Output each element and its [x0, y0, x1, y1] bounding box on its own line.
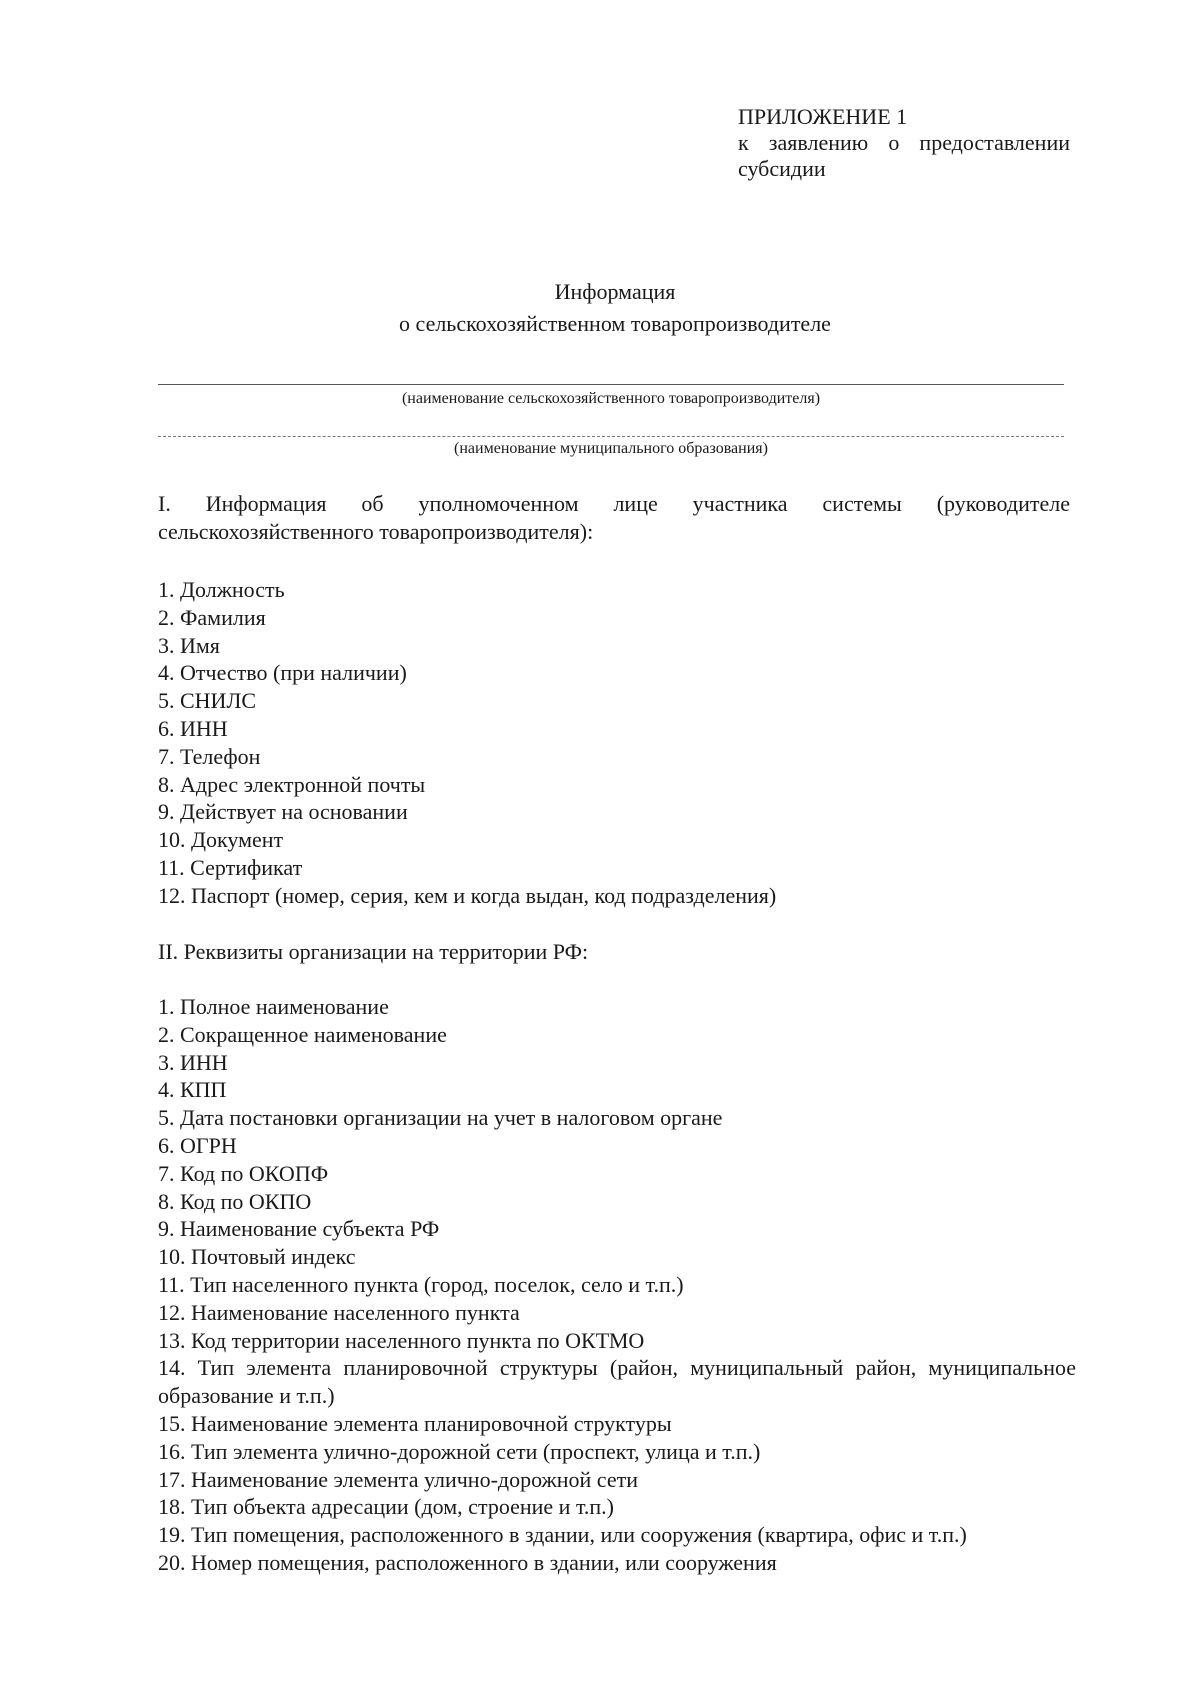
document-title [160, 276, 1070, 340]
list-item: 6. ИНН [158, 715, 228, 741]
appendix-number: ПРИЛОЖЕНИЕ 1 [738, 104, 908, 129]
list-item: 12. Наименование населенного пункта [158, 1299, 520, 1325]
producer-name-line [158, 384, 1064, 385]
title-line-1: Информация [554, 279, 676, 304]
list-item: 4. КПП [158, 1077, 227, 1103]
section-1-heading: I. Информация об уполномоченном лице участника системы (руководителе сельскохозяйственного товаропроизводителя): [158, 491, 1070, 544]
list-item: 13. Код территории населенного пункта по ОКТМО [158, 1327, 645, 1353]
municipality-name-line [158, 436, 1064, 437]
appendix-header [738, 104, 1078, 182]
list-item: 6. ОГРН [158, 1132, 237, 1158]
list-item: 3. Имя [158, 632, 220, 658]
list-item: 9. Наименование субъекта РФ [158, 1216, 440, 1242]
list-item: 7. Телефон [158, 743, 261, 769]
list-item: 5. СНИЛС [158, 688, 257, 714]
list-item: 2. Сокращенное наименование [158, 1021, 447, 1047]
list-item: 7. Код по ОКОПФ [158, 1160, 329, 1186]
list-item: 15. Наименование элемента планировочной структуры [158, 1410, 672, 1436]
municipality-name-caption: (наименование муниципального образования) [454, 440, 768, 457]
list-item: 8. Код по ОКПО [158, 1188, 312, 1214]
list-item: 5. Дата постановки организации на учет в налоговом органе [158, 1105, 723, 1131]
list-item: 9. Действует на основании [158, 799, 408, 825]
list-item: 18. Тип объекта адресации (дом, строение и т.п.) [158, 1494, 615, 1520]
producer-name-caption: (наименование сельскохозяйственного товаропроизводителя) [401, 390, 821, 407]
list-item: 12. Паспорт (номер, серия, кем и когда выдан, код подразделения) [158, 882, 777, 908]
list-item: 11. Сертификат [158, 854, 303, 880]
list-item: 1. Должность [158, 577, 285, 602]
list-item: 20. Номер помещения, расположенного в здании, или сооружения [158, 1549, 777, 1575]
list-item: 11. Тип населенного пункта (город, поселок, село и т.п.) [158, 1271, 684, 1297]
section-2-heading: II. Реквизиты организации на территории РФ: [158, 939, 589, 964]
list-item: 17. Наименование элемента улично-дорожной сети [158, 1466, 638, 1492]
section-1-list [158, 576, 1078, 910]
appendix-reference-end: субсидии [738, 156, 826, 181]
title-line-2: о сельскохозяйственном товаропроизводителе [399, 311, 831, 336]
section-2-list [158, 993, 1078, 1577]
list-item: 19. Тип помещения, расположенного в здании, или сооружения (квартира, офис и т.п.) [158, 1522, 967, 1548]
list-item: 4. Отчество (при наличии) [158, 660, 407, 686]
list-item: 8. Адрес электронной почты [158, 771, 426, 797]
list-item: 10. Документ [158, 827, 284, 853]
list-item: 16. Тип элемента улично-дорожной сети (проспект, улица и т.п.) [158, 1438, 761, 1464]
list-item: 2. Фамилия [158, 604, 266, 630]
list-item: 3. ИНН [158, 1049, 228, 1075]
appendix-reference: к заявлению о предоставлении [738, 130, 1070, 155]
list-item: 10. Почтовый индекс [158, 1244, 356, 1270]
list-item: 14. Тип элемента планировочной структуры (район, муниципальный район, муниципальное образование и т.п.) [158, 1355, 1076, 1409]
list-item: 1. Полное наименование [158, 994, 389, 1019]
